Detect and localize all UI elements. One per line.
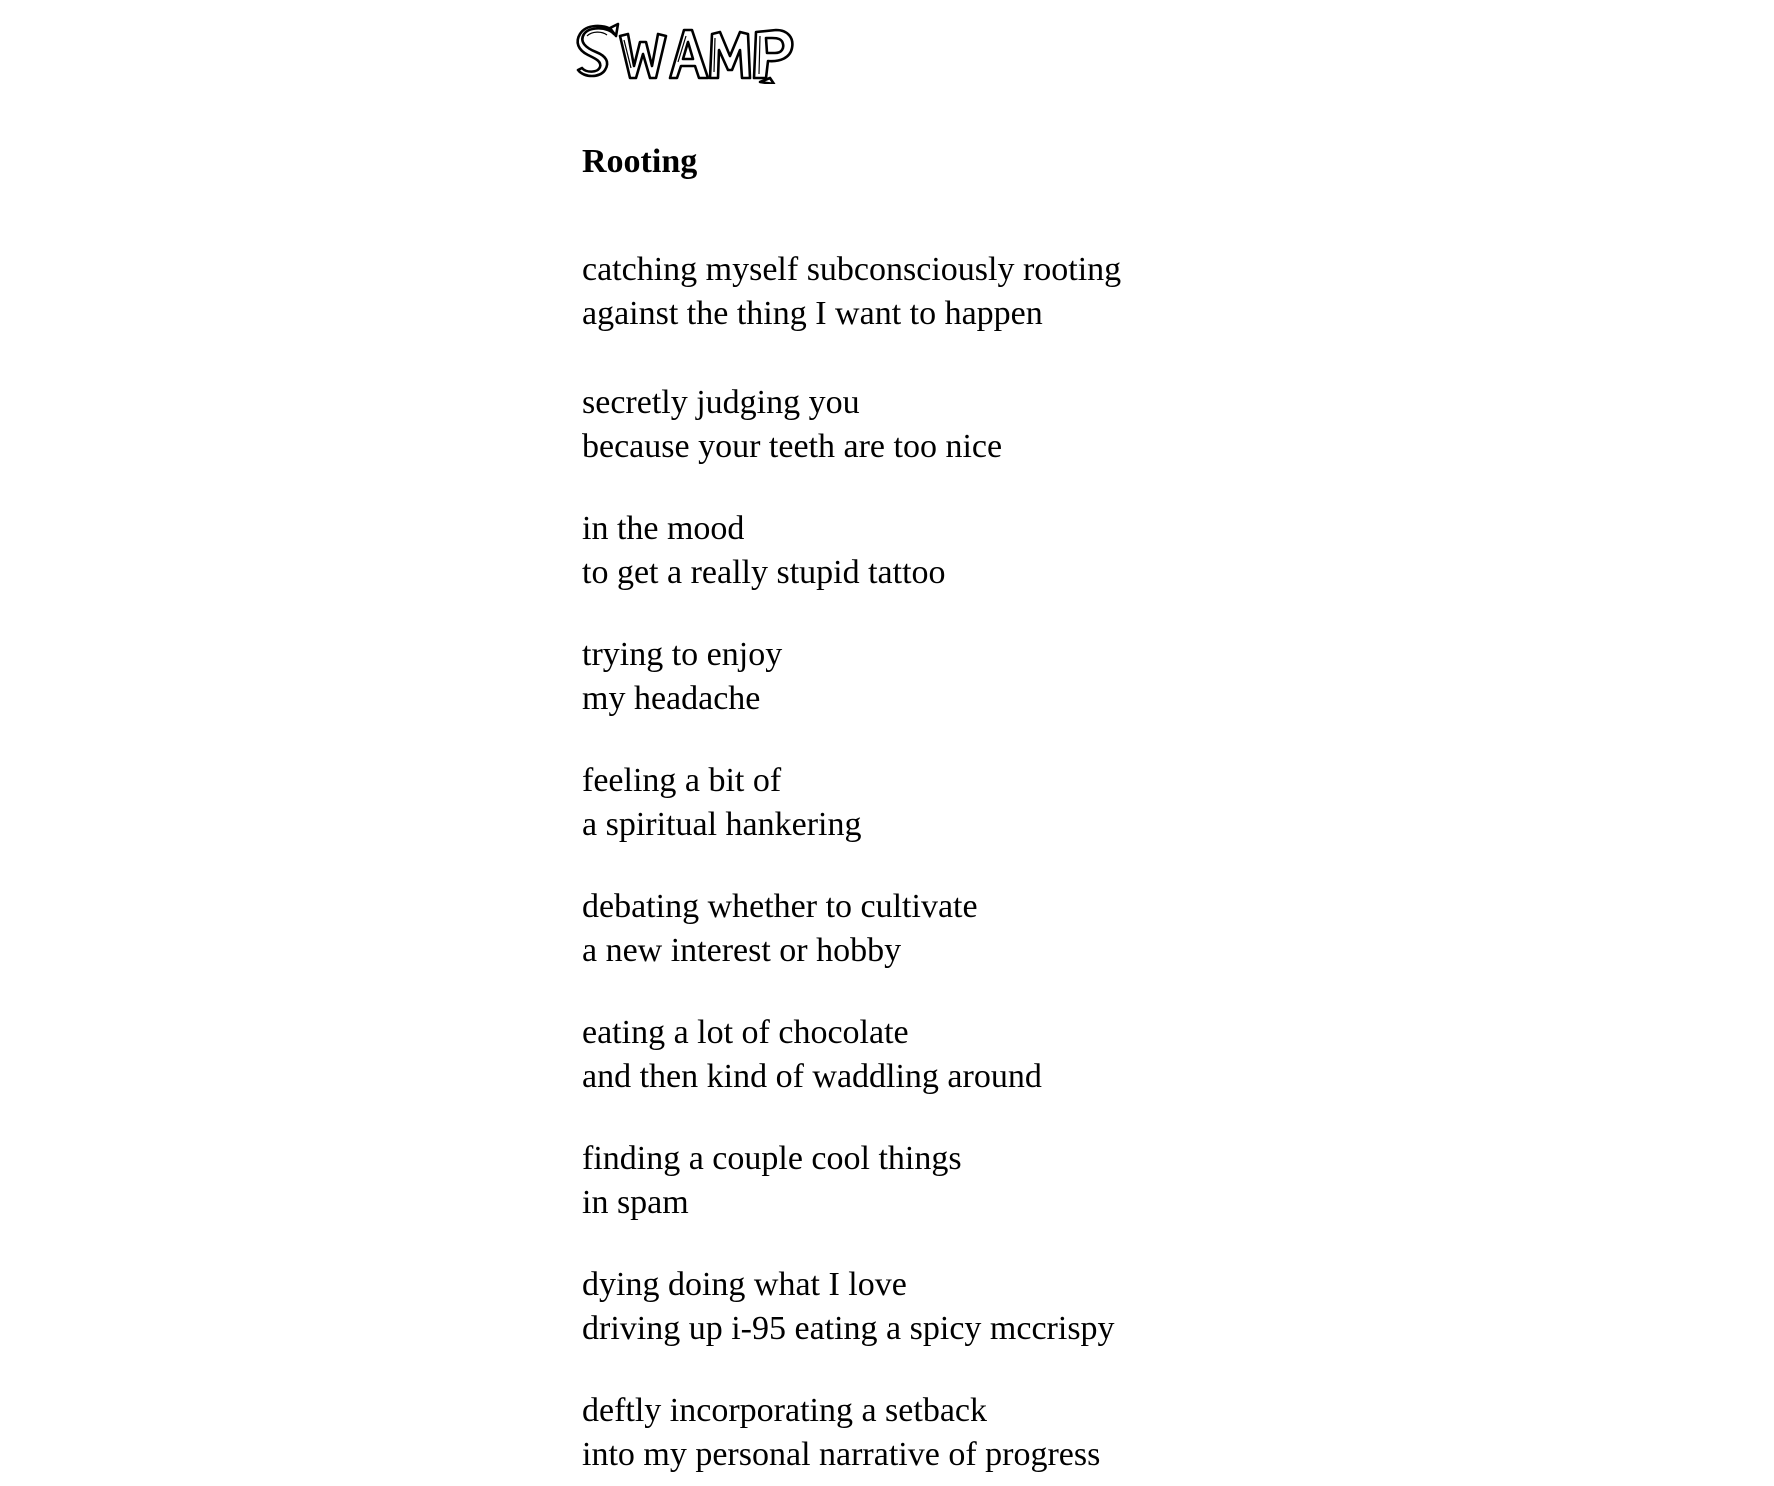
poem-line: because your teeth are too nice xyxy=(582,428,1003,465)
poem-line: feeling a bit of xyxy=(582,762,782,799)
poem-line: in spam xyxy=(582,1184,689,1221)
stanza xyxy=(582,507,1282,633)
poem-line: into my personal narrative of progress xyxy=(582,1436,1101,1473)
stanza xyxy=(582,1389,1282,1486)
poem-line: trying to enjoy xyxy=(582,636,783,673)
poem-line: and then kind of waddling around xyxy=(582,1058,1042,1095)
poem-line: finding a couple cool things xyxy=(582,1140,962,1177)
poem-line: catching myself subconsciously rooting xyxy=(582,251,1122,288)
stanza xyxy=(582,1263,1282,1389)
swamp-logo xyxy=(574,22,804,84)
stanza xyxy=(582,381,1282,507)
poem-line: driving up i-95 eating a spicy mccrispy xyxy=(582,1310,1115,1347)
poem-body xyxy=(582,248,1282,1486)
poem-line: to get a really stupid tattoo xyxy=(582,554,946,591)
poem-line: secretly judging you xyxy=(582,384,860,421)
stanza xyxy=(582,248,1282,381)
poem-line: deftly incorporating a setback xyxy=(582,1392,988,1429)
poem-line: in the mood xyxy=(582,510,745,547)
poem-line: a new interest or hobby xyxy=(582,932,902,969)
stanza xyxy=(582,759,1282,885)
poem-line: eating a lot of chocolate xyxy=(582,1014,909,1051)
stanza xyxy=(582,1011,1282,1137)
poem-line: dying doing what I love xyxy=(582,1266,907,1303)
poem-line: a spiritual hankering xyxy=(582,806,862,843)
stanza xyxy=(582,885,1282,1011)
stanza xyxy=(582,633,1282,759)
poem-title: Rooting xyxy=(582,143,698,180)
poem-line: debating whether to cultivate xyxy=(582,888,978,925)
poem-line: against the thing I want to happen xyxy=(582,295,1043,332)
site-logo-link[interactable] xyxy=(574,22,804,84)
poem-line: my headache xyxy=(582,680,761,717)
stanza xyxy=(582,1137,1282,1263)
